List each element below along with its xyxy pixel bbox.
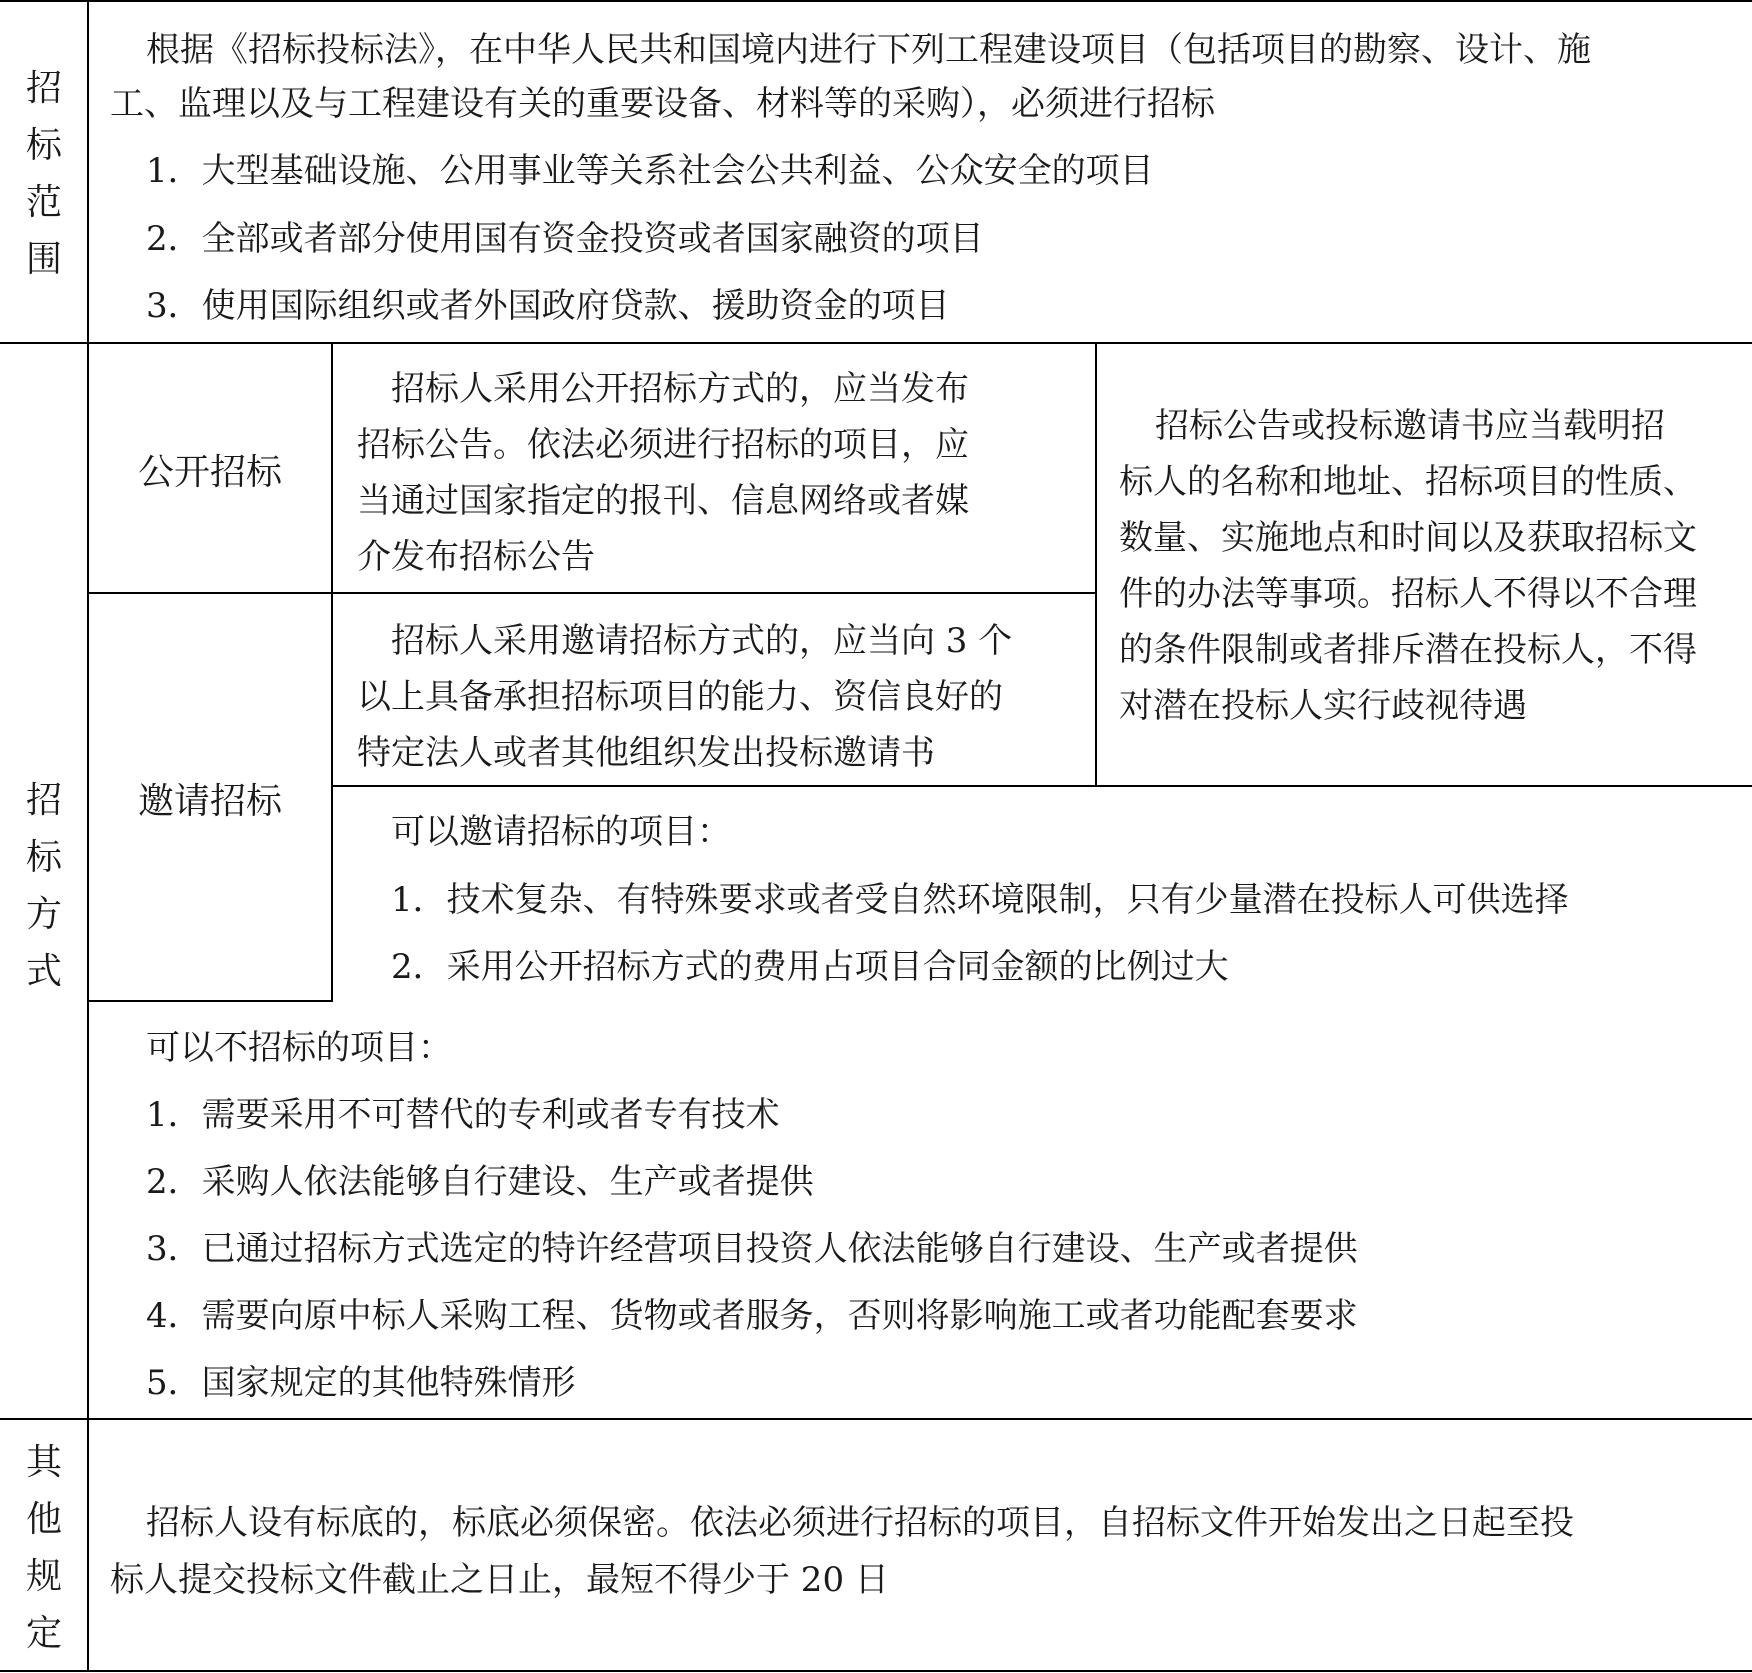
other-provision-line: 招标人设有标底的，标底必须保密。依法必须进行招标的项目，自招标文件开始发出之日起至投 (146, 1503, 1574, 1543)
other-label-char: 其 (25, 1442, 62, 1483)
open-tendering-line: 招标公告。依法必须进行招标的项目，应 (357, 425, 969, 465)
invited-tendering-text (357, 613, 1012, 781)
other-provision-line: 标人提交投标文件截止之日止，最短不得少于 20 日 (110, 1560, 889, 1600)
invited-tendering-label: 邀请招标 (137, 781, 282, 822)
scope-label-char: 招 (25, 68, 62, 109)
scope-item: 3．使用国际组织或者外国政府贷款、援助资金的项目 (146, 286, 950, 326)
announcement-line: 件的办法等事项。招标人不得以不合理 (1119, 574, 1697, 614)
announcement-line: 数量、实施地点和时间以及获取招标文 (1119, 518, 1697, 558)
methods-label-char: 式 (25, 951, 62, 992)
invited-tendering-line: 招标人采用邀请招标方式的，应当向 3 个 (391, 621, 1013, 661)
scope-item: 1．大型基础设施、公用事业等关系社会公共利益、公众安全的项目 (146, 151, 1154, 191)
scope-intro-line: 工、监理以及与工程建设有关的重要设备、材料等的采购），必须进行招标 (110, 84, 1215, 124)
invited-tendering-line: 特定法人或者其他组织发出投标邀请书 (357, 733, 935, 773)
table-row-divider (88, 1000, 332, 1002)
scope-label-char: 范 (25, 182, 62, 223)
exempt-projects-item: 4．需要向原中标人采购工程、货物或者服务，否则将影响施工或者功能配套要求 (146, 1296, 1358, 1336)
other-label-char: 他 (25, 1499, 62, 1540)
scope-label (0, 60, 88, 288)
exempt-projects-item: 5．国家规定的其他特殊情形 (146, 1363, 576, 1403)
table-top-border (0, 0, 1752, 2)
table-row-divider (332, 785, 1752, 787)
other-label (0, 1434, 88, 1662)
open-tendering-line: 介发布招标公告 (357, 537, 595, 577)
announcement-line: 对潜在投标人实行歧视待遇 (1119, 686, 1527, 726)
exempt-projects-item: 3．已通过招标方式选定的特许经营项目投资人依法能够自行建设、生产或者提供 (146, 1229, 1358, 1269)
table-row-divider (88, 592, 1096, 594)
scope-intro-line: 根据《招标投标法》，在中华人民共和国境内进行下列工程建设项目（包括项目的勘察、设计、施 (146, 30, 1591, 70)
open-tendering-label: 公开招标 (137, 452, 282, 493)
table-column-divider (1095, 342, 1097, 786)
scope-label-char: 围 (25, 239, 62, 280)
table-column-divider (331, 342, 333, 1002)
open-tendering-text (357, 361, 969, 585)
announcement-line: 招标公告或投标邀请书应当载明招 (1155, 406, 1665, 446)
announcement-requirements-text (1119, 398, 1697, 734)
announcement-line: 的条件限制或者排斥潜在投标人，不得 (1119, 630, 1697, 670)
announcement-line: 标人的名称和地址、招标项目的性质、 (1119, 462, 1697, 502)
table-row-divider (0, 1418, 1752, 1420)
exempt-projects-heading: 可以不招标的项目： (146, 1028, 452, 1068)
open-tendering-line: 当通过国家指定的报刊、信息网络或者媒 (357, 481, 969, 521)
methods-label-char: 招 (25, 780, 62, 821)
scope-item: 2．全部或者部分使用国有资金投资或者国家融资的项目 (146, 219, 984, 259)
methods-label (0, 772, 88, 1000)
methods-label-char: 标 (25, 837, 62, 878)
open-tendering-line: 招标人采用公开招标方式的，应当发布 (391, 369, 969, 409)
scope-label-char: 标 (25, 125, 62, 166)
invite-projects-item: 1．技术复杂、有特殊要求或者受自然环境限制，只有少量潜在投标人可供选择 (391, 880, 1569, 920)
exempt-projects-item: 2．采购人依法能够自行建设、生产或者提供 (146, 1162, 814, 1202)
table-bottom-border (0, 1670, 1752, 1672)
methods-label-char: 方 (25, 894, 62, 935)
table-row-divider (0, 342, 1752, 344)
invite-projects-heading: 可以邀请招标的项目： (391, 812, 731, 852)
other-label-char: 规 (25, 1556, 62, 1597)
exempt-projects-item: 1．需要采用不可替代的专利或者专有技术 (146, 1095, 780, 1135)
invite-projects-item: 2．采用公开招标方式的费用占项目合同金额的比例过大 (391, 947, 1229, 987)
invited-tendering-line: 以上具备承担招标项目的能力、资信良好的 (357, 677, 1003, 717)
other-label-char: 定 (25, 1613, 62, 1654)
